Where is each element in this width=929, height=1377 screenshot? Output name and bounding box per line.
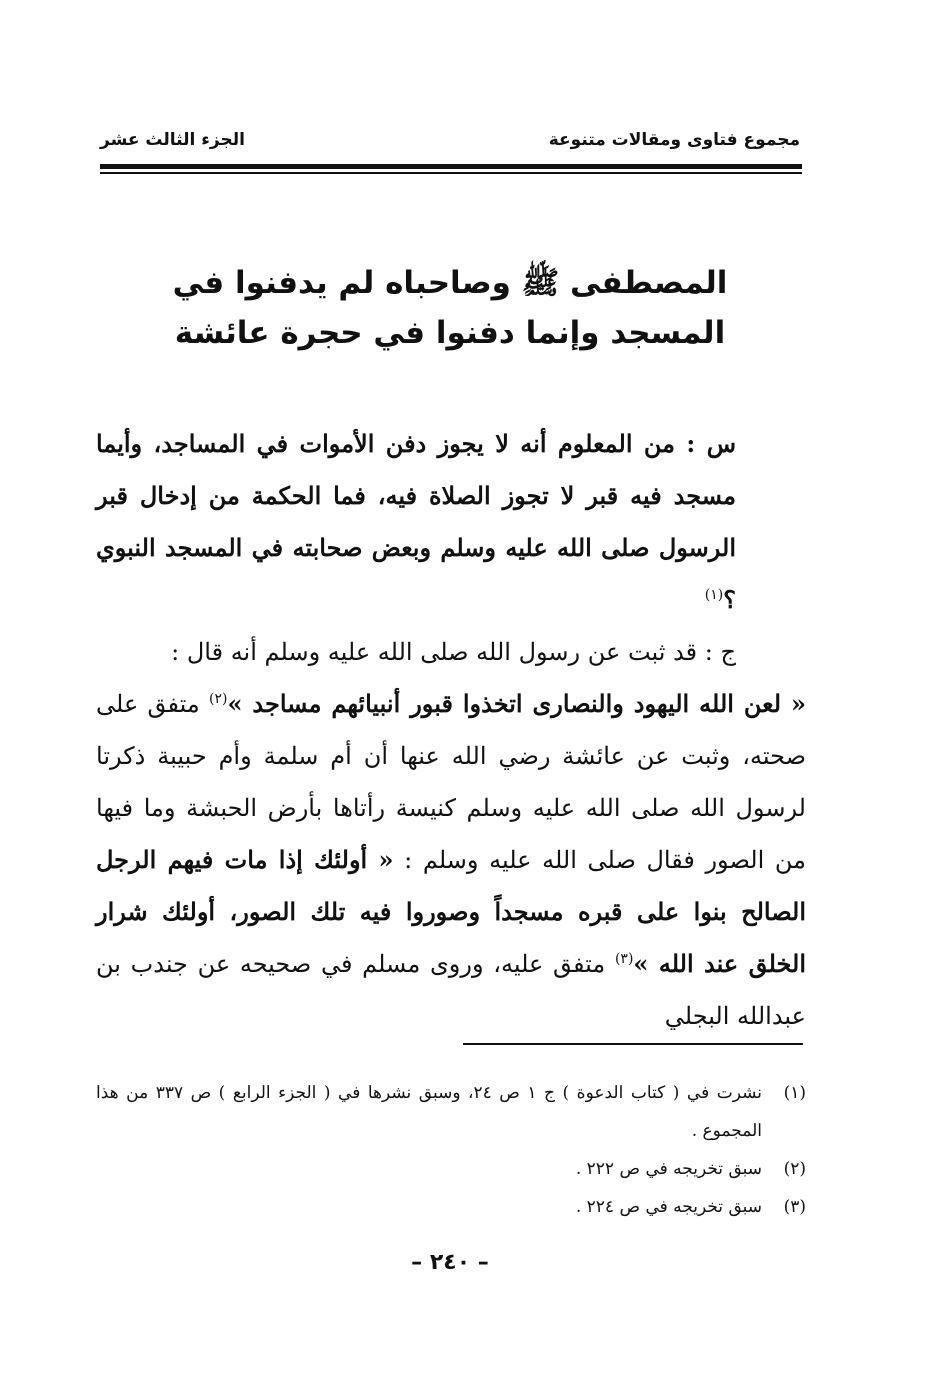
running-header	[100, 130, 800, 160]
page-number: – ٢٤٠ –	[411, 1250, 489, 1275]
question-paragraph	[96, 418, 806, 626]
footnote-mark-2: (٢)	[209, 691, 228, 707]
header-rule-thick	[100, 164, 802, 169]
answer-paragraph	[96, 678, 806, 1042]
book-title: مجموع فتاوى ومقالات متنوعة	[548, 130, 800, 150]
footnote-number: (١)	[783, 1083, 806, 1103]
footnote-mark-1: (١)	[704, 587, 724, 603]
article-title-line-1: المصطفى ﷺ وصاحباه لم يدفنوا في	[172, 265, 728, 301]
footnote-item	[96, 1074, 806, 1150]
header-rule-thin	[100, 172, 802, 174]
body-text	[96, 418, 806, 1042]
footnote-number: (٢)	[783, 1159, 806, 1179]
footnote-item	[96, 1188, 806, 1226]
footnote-separator	[463, 1043, 803, 1045]
footnote-text: نشرت في ( كتاب الدعوة ) ج ١ ص ٢٤، وسبق نشرها في ( الجزء الرابع ) ص ٣٣٧ من هذا المجموع .	[96, 1083, 762, 1141]
hadith-quote-2: « أولئك إذا مات فيهم الرجل الصالح بنوا على قبره مسجداً وصوروا فيه تلك الصور، أولئك شرار الخلق عند الله »	[96, 845, 807, 978]
article-title-line-2: المسجد وإنما دفنوا في حجرة عائشة	[174, 315, 726, 351]
answer-intro: ج : قد ثبت عن رسول الله صلى الله عليه وسلم أنه قال :	[171, 638, 736, 666]
question-text: س : من المعلوم أنه لا يجوز دفن الأموات في المساجد، وأيما مسجد فيه قبر لا تجوز الصلاة فيه، فما الحكمة من إدخال قبر الرسول صلى الله عليه وسلم وبعض صحابته في المسجد النبوي ؟	[96, 429, 736, 614]
article-title	[150, 258, 750, 358]
footnote-number: (٣)	[783, 1197, 806, 1217]
footnote-text: سبق تخريجه في ص ٢٢٤ .	[575, 1197, 762, 1217]
footnotes	[96, 1074, 806, 1226]
answer-text-2: متفق على صحته، وثبت عن عائشة رضي الله عنها أن أم سلمة وأم حبيبة ذكرتا لرسول الله صلى الله عليه وسلم كنيسة رأتاها بأرض الحبشة وما فيها من الصور فقال صلى الله عليه وسلم :	[96, 690, 806, 874]
footnote-item	[96, 1150, 806, 1188]
footnote-text: سبق تخريجه في ص ٢٢٢ .	[575, 1159, 762, 1179]
answer-text-3: متفق عليه، وروى مسلم في صحيحه عن جندب بن عبدالله البجلي	[96, 950, 806, 1030]
hadith-quote-1: « لعن الله اليهود والنصارى اتخذوا قبور أنبيائهم مساجد »	[227, 689, 806, 718]
volume-label: الجزء الثالث عشر	[100, 130, 245, 150]
footnote-mark-3: (٣)	[614, 951, 634, 967]
